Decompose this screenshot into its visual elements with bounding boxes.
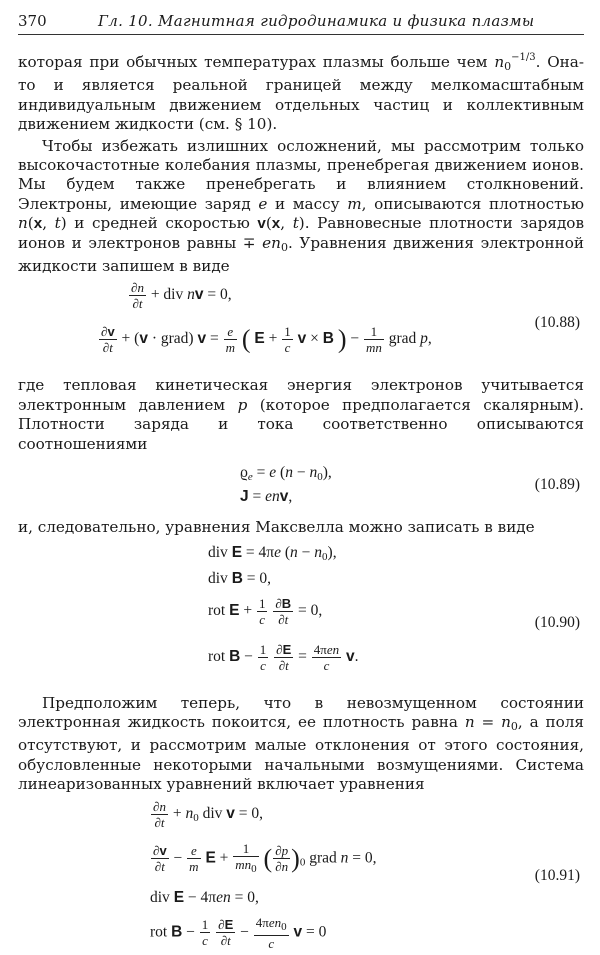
equation-number-10-89: (10.89) bbox=[534, 476, 580, 494]
equation-number-10-88: (10.88) bbox=[534, 314, 580, 332]
charge-density-equation: $ϱ_e = e$ $(n - n_0)$, bbox=[240, 464, 332, 484]
linear-continuity-equation: $\frac{\partial n}{\partial t}$ + $n_0$ div v = 0, bbox=[153, 798, 263, 830]
linear-gauss-equation: div E − 4πen = 0, bbox=[150, 888, 259, 906]
continuity-equation: $\frac{\partial n}{\partial t}$ + div nv = 0, bbox=[131, 280, 232, 312]
ampere-law-equation: rot B − $\frac{1}{c}$ $\frac{\partial E}{\partial t}$ = $\frac{\text{4πen}}{c}$ v. bbox=[208, 641, 359, 673]
page-header bbox=[18, 10, 584, 36]
equation-number-10-90: (10.90) bbox=[534, 613, 580, 631]
page bbox=[18, 10, 584, 955]
running-title: Гл. 10. Магнитная гидродинамика и физика плазмы bbox=[98, 12, 535, 30]
paragraph-1: которая при обычных температурах плазмы больше чем $n_0^{-1/3}$. Она-то и является реальной границей между мелкомасштабным индивидуальным движением отдельных частиц и коллективным движением жидкости (см. § 10). bbox=[18, 52, 584, 134]
faraday-law-equation: rot E + $\frac{1}{c}$ $\frac{\partial B}{\partial t}$ = 0, bbox=[208, 595, 323, 627]
paragraph-3: где тепловая кинетическая энергия электронов учитывается электронным давлением p (которое предполагается скалярным). Плотности заряда и тока соответственно описываются соотношениями bbox=[18, 376, 584, 453]
equation-10-91 bbox=[18, 795, 584, 955]
paragraph-4: и, следовательно, уравнения Максвелла можно записать в виде bbox=[18, 518, 535, 537]
paragraph-2: Чтобы избежать излишних осложнений, мы рассмотрим только высокочастотные колебания плазмы, пренебрегая движением ионов. Мы будем также пренебрегать и влиянием столкновений. Электроны, имеющие заряд e и массу m, описываются плотностью n(x, t) и средней скоростью v(x, t). Равновесные плотности зарядов ионов и электронов равны ∓ $en_0$. Уравнения движения электронной жидкости запишем в виде bbox=[18, 136, 585, 276]
linear-ampere-equation: rot B − $\frac{1}{c}$ $\frac{\partial E}{\partial t}$ − $\frac{4\pi en_0}{c}$ v = 0 bbox=[150, 914, 327, 951]
euler-equation: $\frac{\partial v}{\partial t}$ + (v · grad) v = $\frac{e}{m}$ ( E + $\frac{1}{c}$ v × B ) − $\frac{1}{mn}$ grad p, bbox=[101, 324, 432, 356]
no-monopole-equation: div B = 0, bbox=[208, 569, 272, 587]
equation-10-88 bbox=[18, 276, 584, 376]
equation-number-10-91: (10.91) bbox=[534, 866, 580, 884]
header-rule bbox=[18, 34, 584, 35]
gauss-law-equation: div E = 4πe $(n - n_0)$, bbox=[208, 543, 337, 563]
current-density-equation: J = env, bbox=[240, 488, 293, 506]
equation-10-90 bbox=[18, 538, 584, 688]
equation-10-89 bbox=[18, 454, 584, 518]
paragraph-5: Предположим теперь, что в невозмущенном состоянии электронная жидкость покоится, ее плотность равна $n = n_0$, а поля отсутствуют, и рассмотрим малые отклонения от этого состояния, обусловленные некоторыми начальными возмущениями. Система линеаризованных уравнений включает уравнения bbox=[18, 693, 584, 794]
linear-euler-equation: $\frac{\partial v}{\partial t}$ − $\frac{e}{m}$ E + $\frac{1}{mn_0}$ ( $\frac{\partial p}{\partial n}$ )$_0$ grad n = 0, bbox=[153, 840, 377, 875]
page-number: 370 bbox=[18, 12, 47, 30]
